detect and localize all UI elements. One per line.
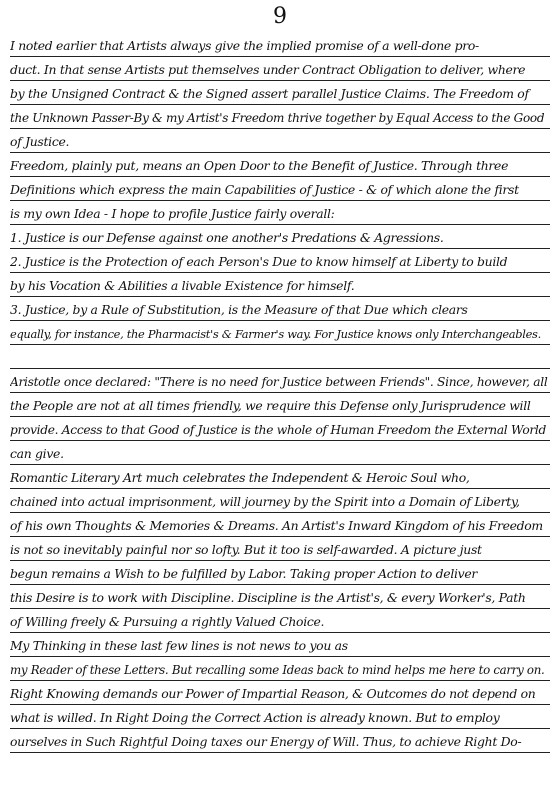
- text-line: of Justice.: [10, 132, 550, 153]
- text-line: the People are not at all times friendly, we require this Defense only Jurisprudence will: [10, 396, 550, 417]
- text-line: of his own Thoughts & Memories & Dreams. An Artist's Inward Kingdom of his Freedom: [10, 516, 550, 537]
- text-line: of Willing freely & Pursuing a rightly Valued Choice.: [10, 612, 550, 633]
- text-line: 1. Justice is our Defense against one another's Predations & Agressions.: [10, 228, 550, 249]
- text-line: duct. In that sense Artists put themselves under Contract Obligation to deliver, where: [10, 60, 550, 81]
- text-line: my Reader of these Letters. But recalling some Ideas back to mind helps me here to carry on.: [10, 660, 550, 681]
- text-line: what is willed. In Right Doing the Correct Action is already known. But to employ: [10, 708, 550, 729]
- text-line: can give.: [10, 444, 550, 465]
- text-line: Freedom, plainly put, means an Open Door to the Benefit of Justice. Through three: [10, 156, 550, 177]
- text-line: this Desire is to work with Discipline. Discipline is the Artist's, & every Worker's, Path: [10, 588, 550, 609]
- text-line: is not so inevitably painful nor so lofty. But it too is self-awarded. A picture just: [10, 540, 550, 561]
- text-line: the Unknown Passer-By & my Artist's Freedom thrive together by Equal Access to the Good: [10, 108, 550, 129]
- text-line: Romantic Literary Art much celebrates the Independent & Heroic Soul who,: [10, 468, 550, 489]
- text-line: begun remains a Wish to be fulfilled by Labor. Taking proper Action to deliver: [10, 564, 550, 585]
- page-number: 9: [273, 4, 287, 29]
- text-line: equally, for instance, the Pharmacist's & Farmer's way. For Justice knows only Interchangeables.: [10, 324, 550, 345]
- text-line: I noted earlier that Artists always give the implied promise of a well-done pro-: [10, 36, 550, 57]
- text-line: My Thinking in these last few lines is not news to you as: [10, 636, 550, 657]
- text-line: 3. Justice, by a Rule of Substitution, is the Measure of that Due which clears: [10, 300, 550, 321]
- text-line: Definitions which express the main Capabilities of Justice - & of which alone the first: [10, 180, 550, 201]
- text-line: chained into actual imprisonment, will journey by the Spirit into a Domain of Liberty,: [10, 492, 550, 513]
- text-line: provide. Access to that Good of Justice is the whole of Human Freedom the External World: [10, 420, 550, 441]
- text-line: ourselves in Such Rightful Doing taxes our Energy of Will. Thus, to achieve Right Do-: [10, 732, 550, 753]
- text-line: Right Knowing demands our Power of Impartial Reason, & Outcomes do not depend on: [10, 684, 550, 705]
- text-line: is my own Idea - I hope to profile Justice fairly overall:: [10, 204, 550, 225]
- text-line: by the Unsigned Contract & the Signed assert parallel Justice Claims. The Freedom of: [10, 84, 550, 105]
- text-line: Aristotle once declared: "There is no need for Justice between Friends". Since, however, all: [10, 372, 550, 393]
- text-line: 2. Justice is the Protection of each Person's Due to know himself at Liberty to build: [10, 252, 550, 273]
- text-line: [10, 348, 550, 369]
- text-line: by his Vocation & Abilities a livable Existence for himself.: [10, 276, 550, 297]
